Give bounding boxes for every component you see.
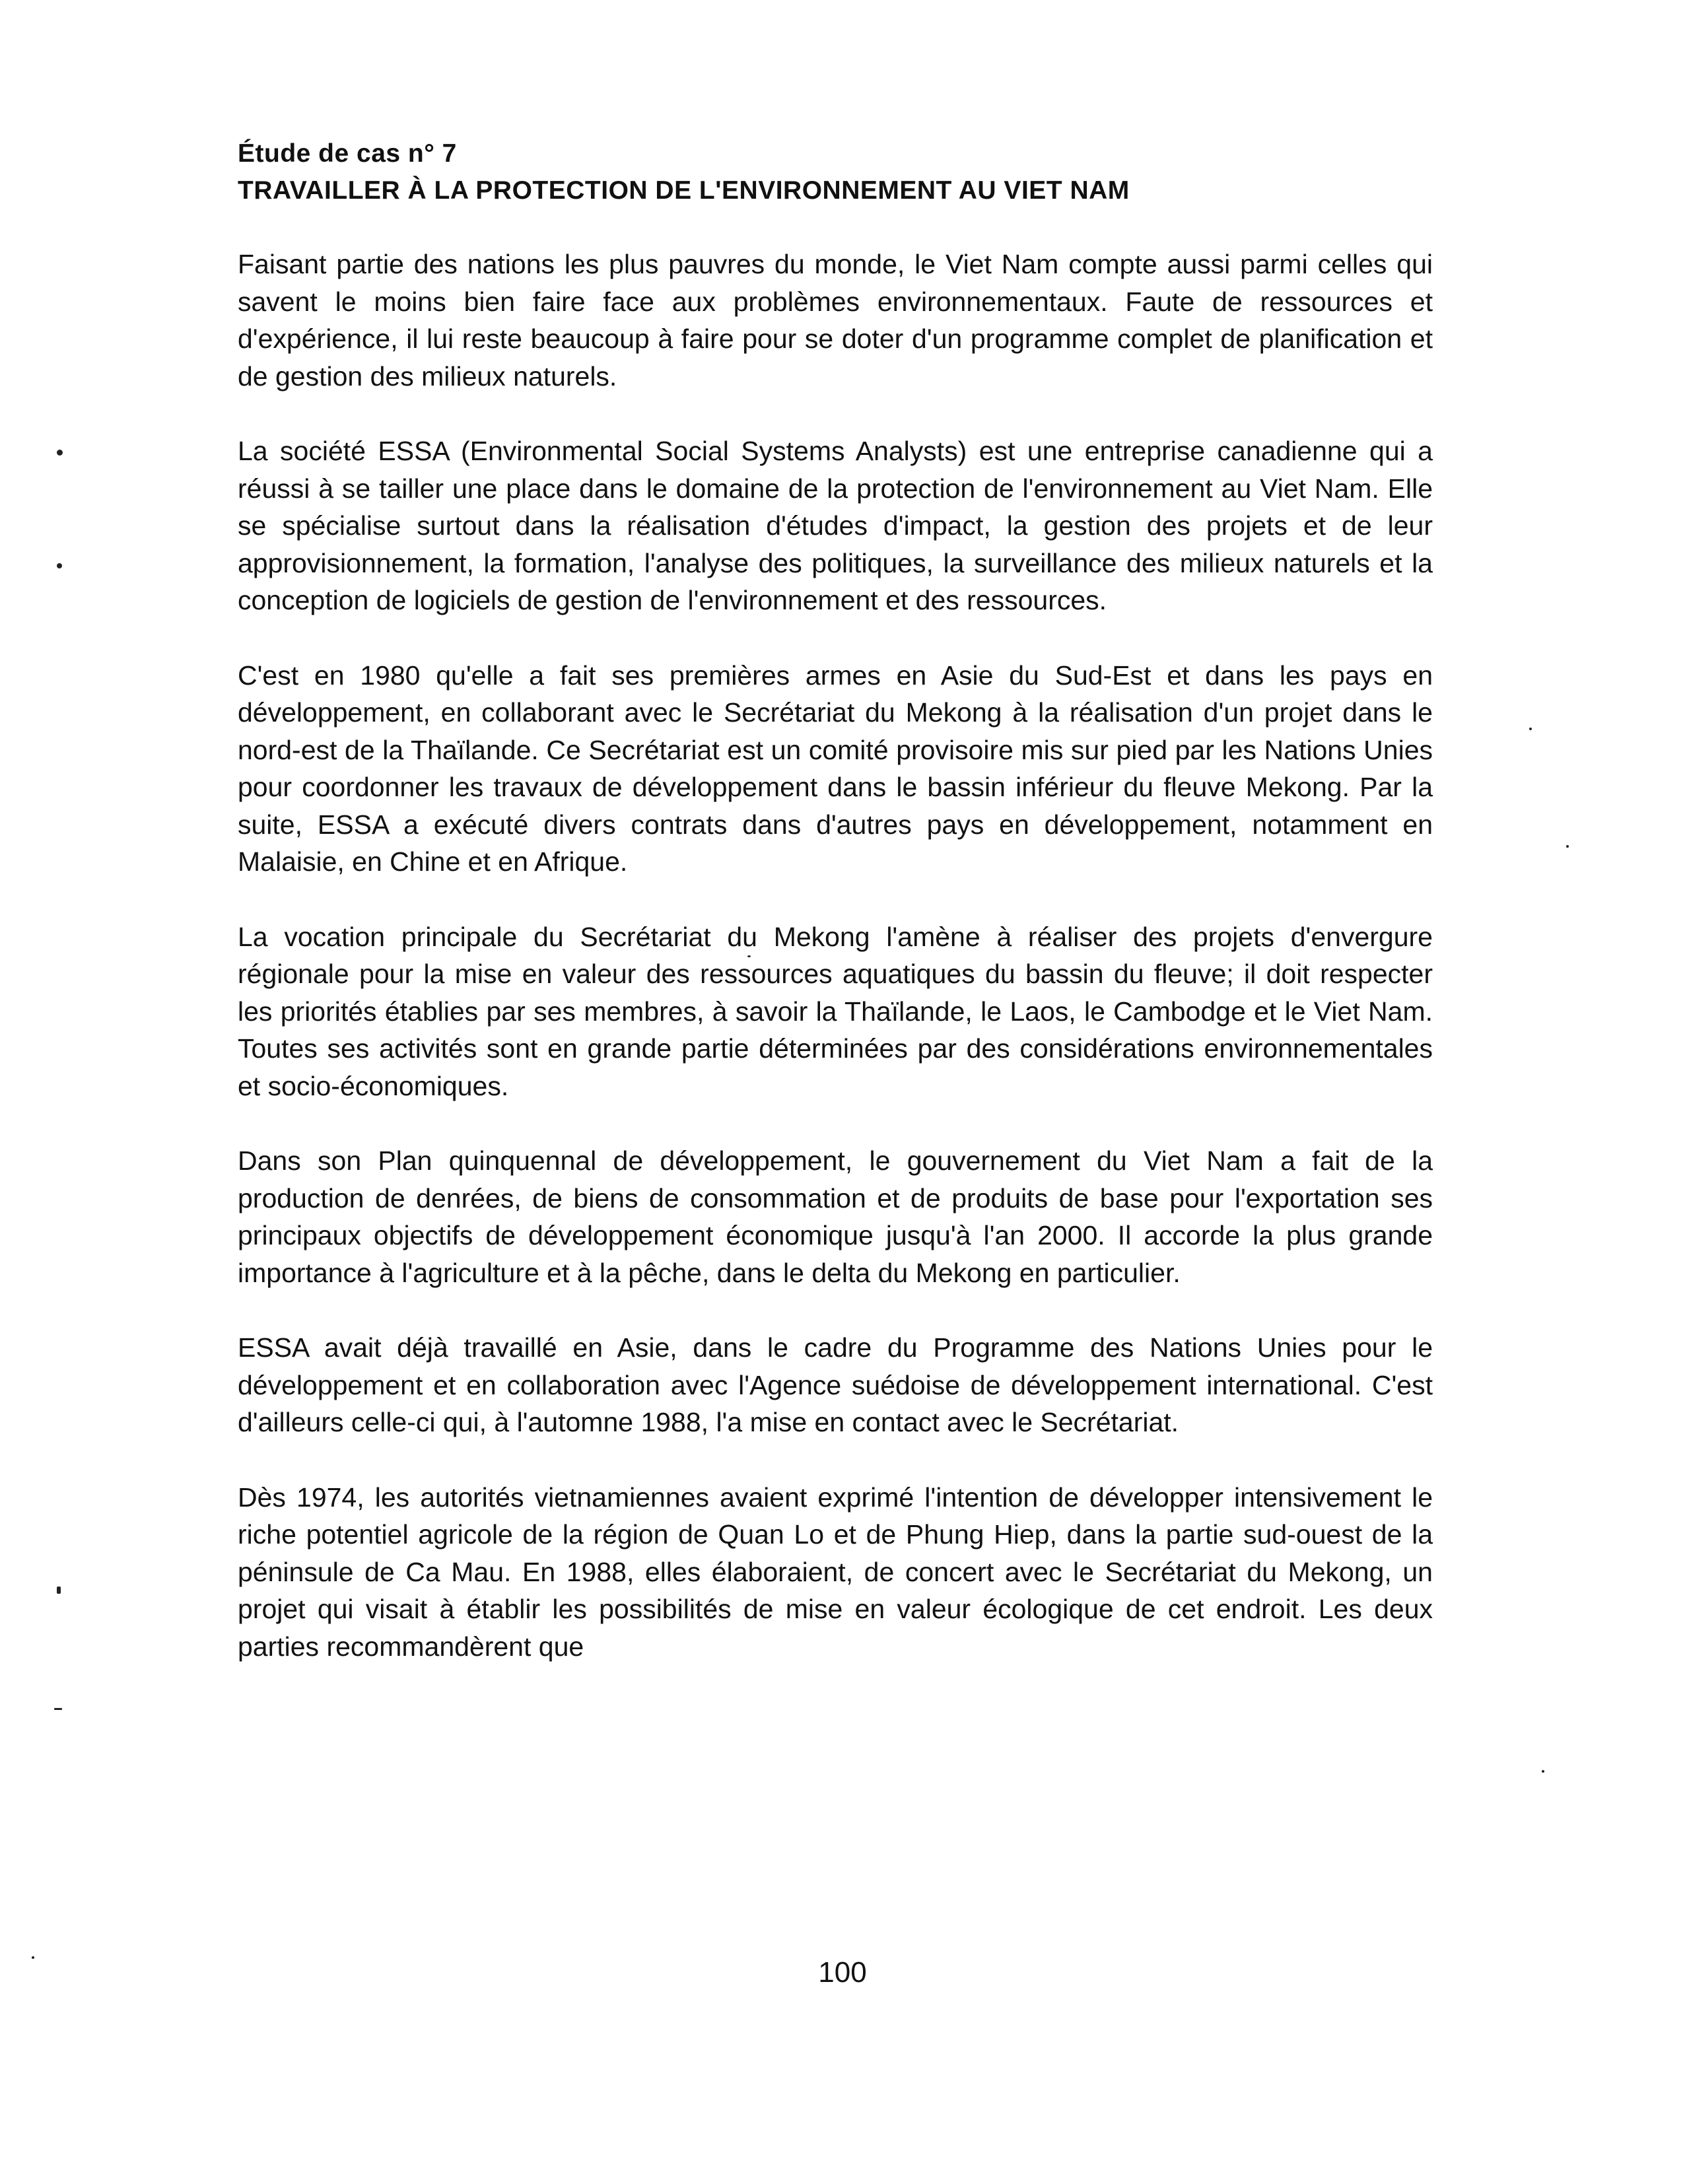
scan-speck — [54, 1708, 62, 1710]
paragraph: ESSA avait déjà travaillé en Asie, dans le cadre du Programme des Nations Unies pour le développement et en collaboration avec l'Agence suédoise de développement international. C'est d'ailleurs celle-ci qui, à l'automne 1988, l'a mise en contact avec le Secrétariat. — [238, 1332, 1433, 1437]
scan-speck — [57, 1587, 61, 1594]
paragraph: Faisant partie des nations les plus pauvres du monde, le Viet Nam compte aussi parmi celles qui savent le moins bien faire face aux problèmes environnementaux. Faute de ressources et d'expérience, il lui reste beaucoup à faire pour se doter d'un programme complet de planification et de gestion des milieux naturels. — [238, 249, 1433, 392]
scan-speck — [57, 450, 63, 456]
scan-speck — [1542, 1770, 1544, 1773]
paragraph: La société ESSA (Environmental Social Systems Analysts) est une entreprise canadienne qui a réussi à se tailler une place dans le domaine de la protection de l'environnement au Viet Nam. Elle se spécialise surtout dans la réalisation d'études d'impact, la gestion des projets et de leur approvisionnement, la formation, l'analyse des politiques, la surveillance des milieux naturels et la conception de logiciels de gestion de l'environnement et des ressources. — [238, 436, 1433, 615]
page-number: 100 — [818, 1956, 867, 1989]
paragraph: Dans son Plan quinquennal de développement, le gouvernement du Viet Nam a fait de la production de denrées, de biens de consommation et de produits de base pour l'exportation ses principaux objectifs de développement économique jusqu'à l'an 2000. Il accorde la plus grande importance à l'agriculture et à la pêche, dans le delta du Mekong en particulier. — [238, 1145, 1433, 1288]
document-page — [238, 135, 1433, 1665]
paragraph: La vocation principale du Secrétariat du Mekong l'amène à réaliser des projets d'envergure régionale pour la mise en valeur des ressources aquatiques du bassin du fleuve; il doit respecter les priorités établies par ses membres, à savoir la Thaïlande, le Laos, le Cambodge et le Viet Nam. Toutes ses activités sont en grande partie déterminées par des considérations environnementales et socio-économiques. — [238, 921, 1433, 1101]
paragraph: C'est en 1980 qu'elle a fait ses premières armes en Asie du Sud-Est et dans les pays en développement, en collaborant avec le Secrétariat du Mekong à la réalisation d'un projet dans le nord-est de la Thaïlande. Ce Secrétariat est un comité provisoire mis sur pied par les Nations Unies pour coordonner les travaux de développement dans le bassin inférieur du fleuve Mekong. Par la suite, ESSA a exécuté divers contrats dans d'autres pays en développement, notamment en Malaisie, en Chine et en Afrique. — [238, 660, 1433, 877]
document-title: TRAVAILLER À LA PROTECTION DE L'ENVIRONNEMENT AU VIET NAM — [238, 176, 1130, 205]
scan-speck — [747, 955, 751, 957]
case-label: Étude de cas n° 7 — [238, 139, 457, 168]
paragraph: Dès 1974, les autorités vietnamiennes avaient exprimé l'intention de développer intensivement le riche potentiel agricole de la région de Quan Lo et de Phung Hiep, dans la partie sud-ouest de la péninsule de Ca Mau. En 1988, elles élaboraient, de concert avec le Secrétariat du Mekong, un projet qui visait à établir les possibilités de mise en valeur écologique de cet endroit. Les deux parties recommandèrent que — [238, 1482, 1433, 1662]
scan-speck — [57, 563, 62, 568]
scan-speck — [1529, 728, 1532, 730]
scan-speck — [1566, 845, 1569, 848]
scan-speck — [32, 1956, 34, 1959]
